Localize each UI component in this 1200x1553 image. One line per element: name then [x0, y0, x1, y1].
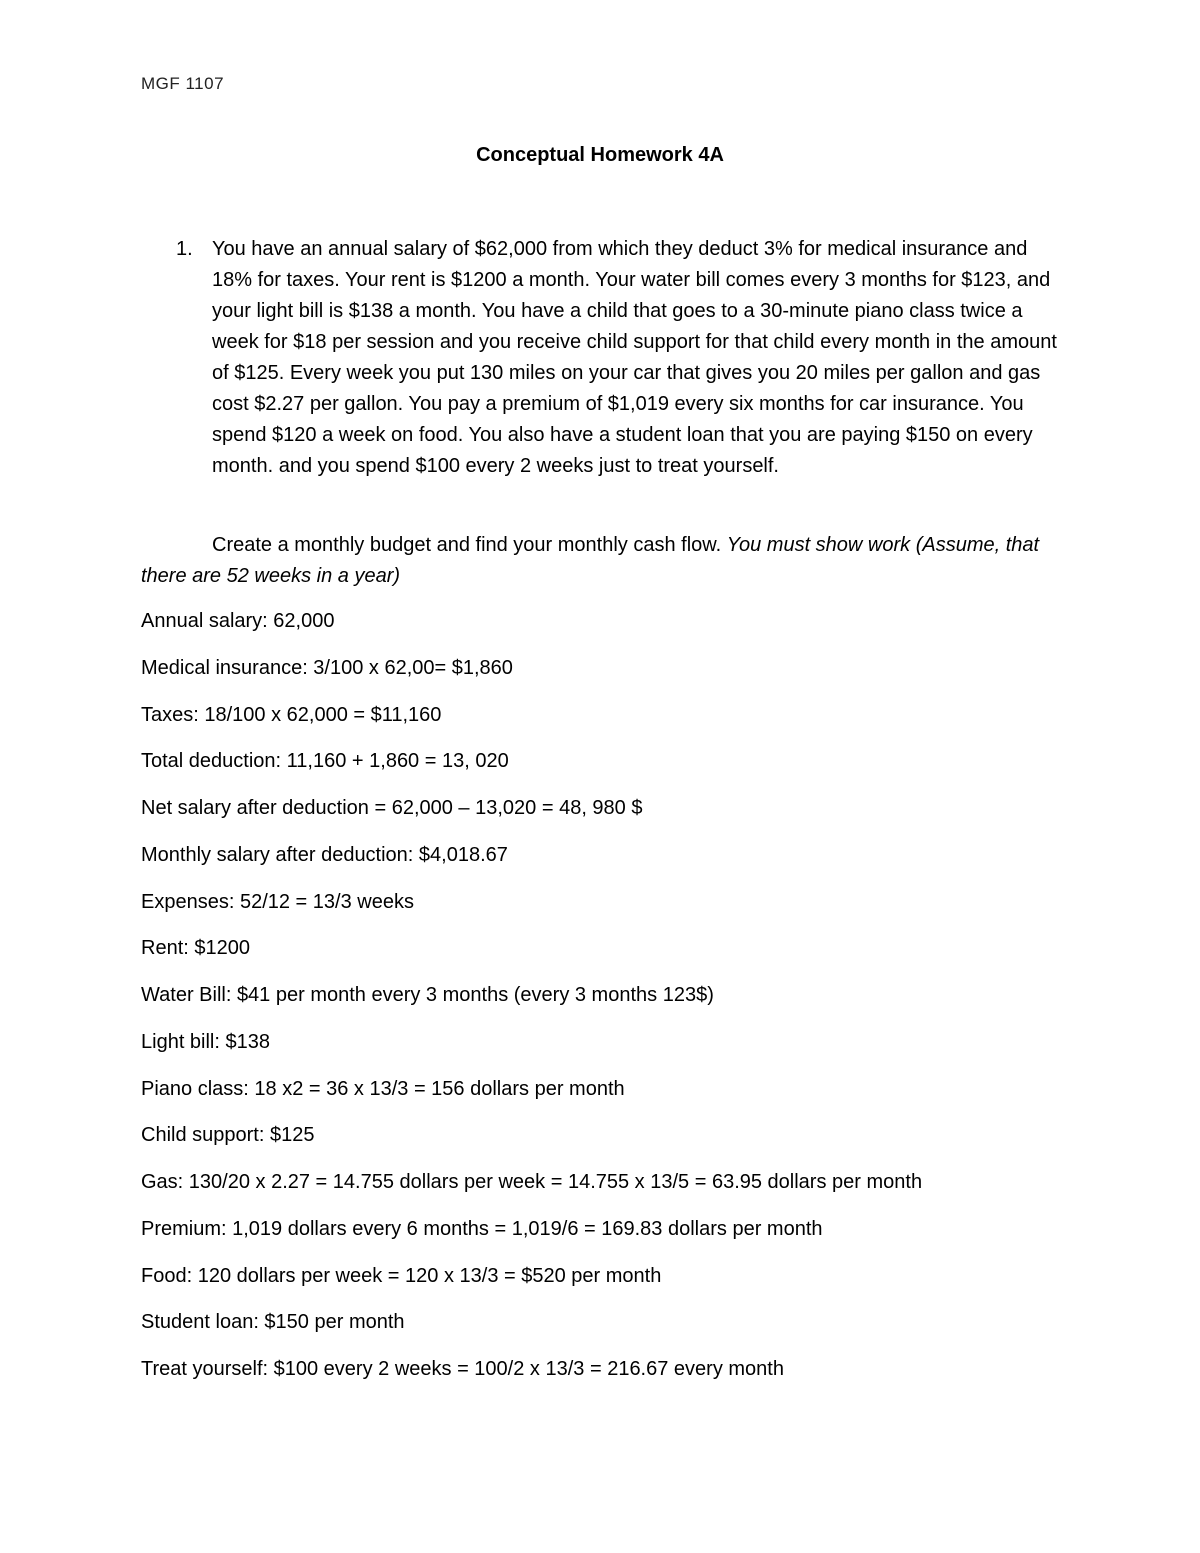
course-header: MGF 1107 [141, 74, 225, 93]
instruction-paragraph [141, 530, 1061, 592]
work-line: Expenses: 52/12 = 13/3 weeks [141, 890, 414, 913]
work-line: Rent: $1200 [141, 937, 250, 960]
work-line: Light bill: $138 [141, 1030, 270, 1053]
work-line: Water Bill: $41 per month every 3 months (every 3 months 123$) [141, 984, 714, 1006]
instruction-italic: You must show work (Assume, that there are 52 weeks in a year) [141, 534, 1040, 587]
work-line: Treat yourself: $100 every 2 weeks = 100/2 x 13/3 = 216.67 every month [141, 1358, 784, 1380]
work-line: Child support: $125 [141, 1124, 315, 1147]
work-line: Student loan: $150 per month [141, 1311, 405, 1334]
work-line: Monthly salary after deduction: $4,018.67 [141, 843, 508, 866]
document-title: Conceptual Homework 4A [476, 144, 724, 166]
instruction-main: Create a monthly budget and find your monthly cash flow. [212, 534, 722, 556]
problem-text: You have an annual salary of $62,000 from which they deduct 3% for medical insurance and 18% for taxes. Your rent is $1200 a month. Your water bill comes every 3 months for $123, and your light bill is $138 a month. You have a child that goes to a 30-minute piano class twice a week for $18 per session and you receive child support for that child every month in the amount of $125. Every week you put 130 miles on your car that gives you 20 miles per gallon and gas cost $2.27 per gallon. You pay a premium of $1,019 every six months for car insurance. You spend $120 a week on food. You also have a student loan that you are paying $150 on every month. and you spend $100 every 2 weeks just to treat yourself. [212, 238, 1057, 477]
work-line: Taxes: 18/100 x 62,000 = $11,160 [141, 703, 442, 726]
work-line: Medical insurance: 3/100 x 62,00= $1,860 [141, 656, 513, 679]
work-line: Gas: 130/20 x 2.27 = 14.755 dollars per week = 14.755 x 13/5 = 63.95 dollars per month [141, 1171, 923, 1193]
problem-number: 1. [176, 238, 193, 260]
work-line: Annual salary: 62,000 [141, 610, 335, 632]
work-lines [141, 606, 1141, 1401]
work-line: Total deduction: 11,160 + 1,860 = 13, 020 [141, 750, 509, 773]
work-line: Net salary after deduction = 62,000 – 13,020 = 48, 980 $ [141, 797, 643, 819]
work-line: Premium: 1,019 dollars every 6 months = 1,019/6 = 169.83 dollars per month [141, 1217, 823, 1240]
problem-item [176, 234, 1061, 482]
work-line: Piano class: 18 x2 = 36 x 13/3 = 156 dollars per month [141, 1077, 625, 1100]
work-line: Food: 120 dollars per week = 120 x 13/3 = $520 per month [141, 1264, 662, 1287]
